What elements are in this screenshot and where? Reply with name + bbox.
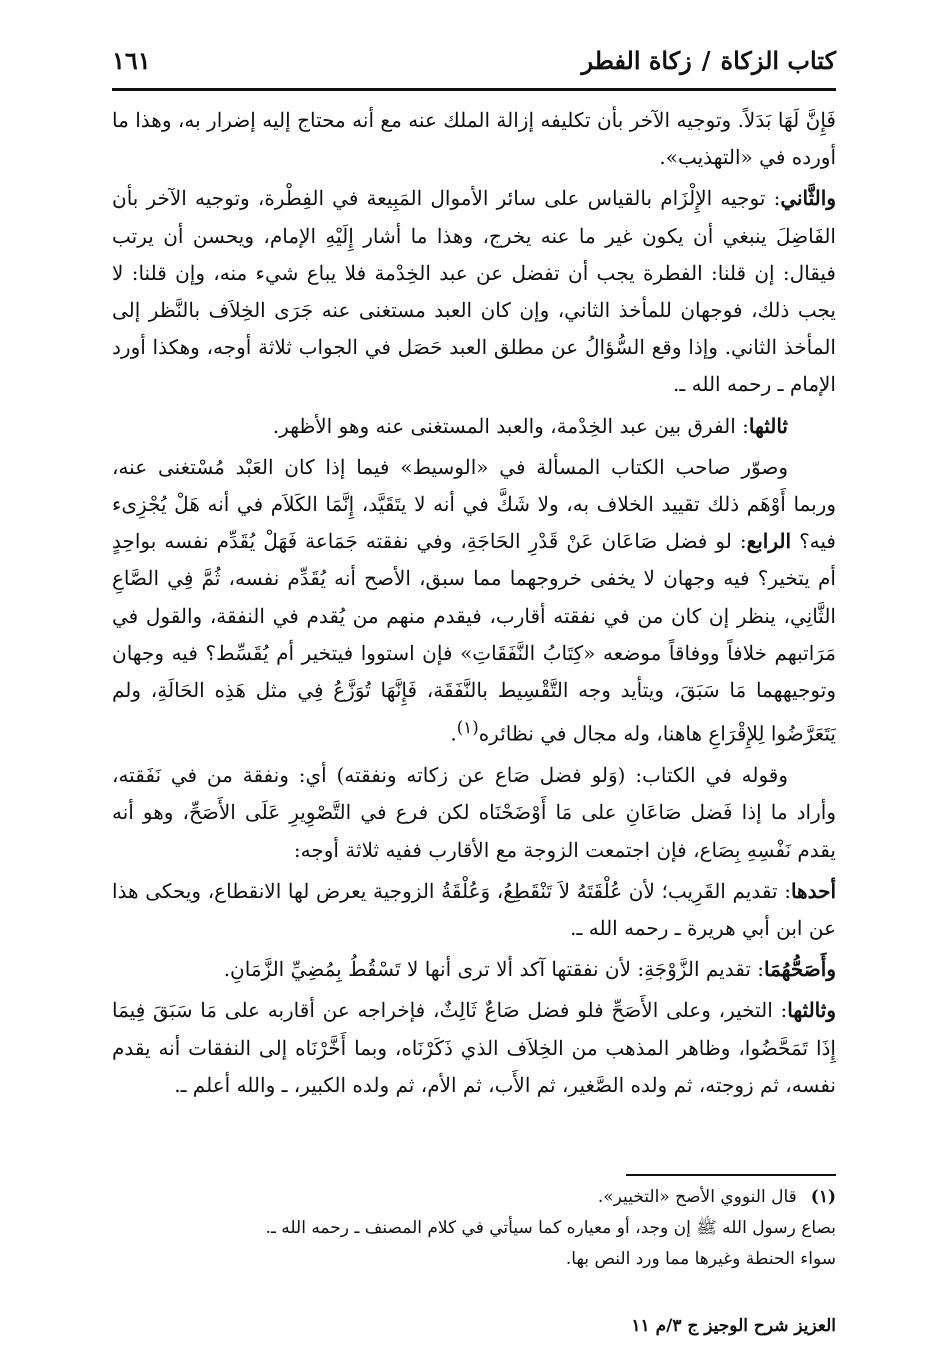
header-divider: [112, 88, 836, 91]
page-number: ١٦١: [112, 45, 151, 75]
paragraph-lead: ثالثها: [748, 413, 788, 438]
page-header: [112, 36, 836, 84]
chapter-title: زكاة الفطر: [581, 45, 692, 75]
footnote-text: قال النووي الأصح «التخيير».: [597, 1187, 797, 1207]
paragraph: [112, 180, 836, 403]
paragraph-text: : تقديم الزَّوْجَةِ: لأن نفقتها آكد ألا ترى أنها لا تَسْقُطُ بِمُضِيِّ الزَّمَانِ.: [223, 957, 765, 982]
book-title: كتاب الزكاة: [720, 45, 836, 75]
paragraph-text: : التخير، وعلى الأَصَحِّ فلو فضل صَاعٌ ثَالِثٌ، فإخراجه عن أقاربه على مَا سَبَقَ فِيمَا إِذَا تَمَحَّضُوا، وظاهر المذهب من الخِلاَف الذي ذَكَرْنَاه، وبما أَخَّرْنَاه إلى النفقات أنه يقدم نفسه، ثم زوجته، ثم ولده الصَّغير، ثم الأَب، ثم الأم، ثم ولده الكبير، ـ والله أعلم ـ.: [112, 998, 836, 1097]
footnote-text: سواء الحنطة وغيرها مما ورد النص بها.: [565, 1249, 836, 1269]
paragraph-text: : تقديم القَرِيب؛ لأن عُلْقَتَهُ لاَ تَنْقَطِعُ، وَعُلْقَةُ الزوجية يعرض لها الانقطاع، ويحكى هذا عن ابن أبي هريرة ـ رحمه الله ـ.: [112, 878, 836, 940]
paragraph-lead: أحدها: [790, 878, 836, 903]
paragraph-text: وصوّر صاحب الكتاب المسألة في «الوسيط» فيما إذا كان العَبْد مُسْتغنى عنه، وربما أَوْهَم ذلك تقييد الخلاف به، ولا شَكَّ في أنه لا يتَقَيَّد، إِنَّمَا الكَلاَم في أنه هَلْ يُجْزِىء فيه؟: [112, 454, 836, 554]
paragraph-lead: وثالثها: [787, 998, 836, 1023]
paragraph: [112, 757, 836, 869]
running-title: [581, 46, 836, 75]
footnote-item: [112, 1244, 836, 1275]
footnote-divider: [626, 1174, 836, 1176]
paragraph-lead: الرابع: [746, 529, 792, 554]
title-separator: /: [701, 45, 711, 75]
footnote-reference: (١): [456, 718, 479, 738]
paragraph-lead: والثَّاني: [780, 186, 836, 211]
paragraph: [112, 408, 836, 445]
footnote-item: [112, 1182, 836, 1213]
paragraph: [112, 873, 836, 947]
main-text: [112, 102, 836, 1104]
printer-signature: العزيز شرح الوجيز ج ٣/م ١١: [631, 1316, 836, 1336]
paragraph-text: وقوله في الكتاب: (وَلو فضل صَاع عن زكاته ونفقته) أي: ونفقة من في نَفَقته، وأراد ما إذا فَضل صَاعَانِ على مَا أَوْضَحْنَاه لكن فرع في التَّصْوِيرِ عَلَى الأَصَحِّ، وهو أنه يقدم نَفْسِهِ بِصَاع، فإن اجتمعت الزوجة مع الأقارب ففيه ثلاثة أوجه:: [112, 763, 836, 862]
paragraph: [112, 102, 836, 176]
paragraph: [112, 992, 836, 1104]
footnote-text: بصاع رسول الله ﷺ إن وجد، أو معياره كما سيأتي في كلام المصنف ـ رحمه الله ـ.: [265, 1218, 836, 1238]
paragraph-text: : لو فضل صَاعَان عَنْ قَدْرِ الحَاجَةِ، وفي نفقته جَمَاعة فَهَلْ يُقَدِّم نفسه بواحِدٍ أم يتخير؟ فيه وجهان لا يخفى خروجهما مما سبق، الأصح أنه يُقَدِّم نفسه، ثُمَّ فِي الصَّاعِ الثَّانِي، ينظر إن كان من في نفقته أقارب، فيقدم منهم من يُقدم في النفقة، والقول في مَرَاتبهم خلافاً ووفاقاً موضعه «كِتَابُ النَّفَقَاتِ» فإن استووا فيتخير أم يُقَسِّط؟ فيه وجهان وتوجيههما مَا سَبَقَ، ويتأيد وجه التَّقْسِيط بالنَّفَقَة، فَإِنَّهَا تُوَزَّعُ فِي مثل هَذِه الحَالَةِ، ولم يَتَعَرَّضُوا لِلإِقْرَاعِ هاهنا، وله مجال في نظائره: [112, 529, 836, 746]
paragraph-lead: وأَصَحُّهُمَا: [764, 957, 836, 982]
paragraph: وصوّر صاحب الكتاب المسألة في «الوسيط» فيما إذا كان العَبْد مُسْتغنى عنه، وربما أَوْهَم ذلك تقييد الخلاف به، ولا شَكَّ في أنه لا يتَقَيَّد، إِنَّمَا الكَلاَم في أنه هَلْ يُجْزِىء فيه؟ الرابع: لو فضل صَاعَان عَنْ قَدْرِ الحَاجَةِ، وفي نفقته جَمَاعة فَهَلْ يُقَدِّم نفسه بواحِدٍ أم يتخير؟ فيه وجهان لا يخفى خروجهما مما سبق، الأصح أنه يُقَدِّم نفسه، ثُمَّ فِي الصَّاعِ الثَّانِي، ينظر إن كان من في نفقته أقارب، فيقدم منهم من يُقدم في النفقة، والقول في مَرَاتبهم خلافاً ووفاقاً موضعه «كِتَابُ النَّفَقَاتِ» فإن استووا فيتخير أم يُقَسِّط؟ فيه وجهان وتوجيههما مَا سَبَقَ، ويتأيد وجه التَّقْسِيط بالنَّفَقَة، فَإِنَّهَا تُوَزَّعُ فِي مثل هَذِه الحَالَةِ، ولم يَتَعَرَّضُوا لِلإِقْرَاعِ هاهنا، وله مجال في نظائره$^{(١)}$.: [112, 454, 836, 746]
paragraph-text: : الفرق بين عبد الخِدْمة، والعبد المستغنى عنه وهو الأظهر.: [272, 413, 749, 438]
footnote-item: [112, 1213, 836, 1244]
footnote-number: (١): [810, 1187, 836, 1207]
paragraph-text: فَإِنَّ لَهَا بَدَلاً. وتوجيه الآخر بأن تكليفه إزالة الملك عنه مع أنه محتاج إليه إضرار به، وهذا ما أورده في «التهذيب».: [112, 108, 836, 170]
paragraph: [112, 951, 836, 988]
paragraph-text: : توجيه الإِلْزَام بالقياس على سائر الأموال المَبِيعة في الفِطْرة، وتوجيه الآخر بأن الفَاضِلَ ينبغي أن يكون غير ما عنه يخرج، وهذا ما أشار إِلَيْهِ الإمام، ويحسن أن يرتب فيقال: إن قلنا: الفطرة يجب أن تفضل عن عبد الخِدْمة فلا يباع شيء منه، وإن قلنا: لا يجب ذلك، فوجهان للمأخذ الثاني، وإن كان العبد مستغنى عنه جَرَى الخِلاَف بالنَّظر إلى المأخذ الثاني. وإذا وقع السُّؤالُ عن مطلق العبد حَصَل في الجواب ثلاثة أوجه، وهكذا أورد الإمام ـ رحمه الله ـ.: [112, 186, 836, 397]
footnotes: [112, 1182, 836, 1275]
